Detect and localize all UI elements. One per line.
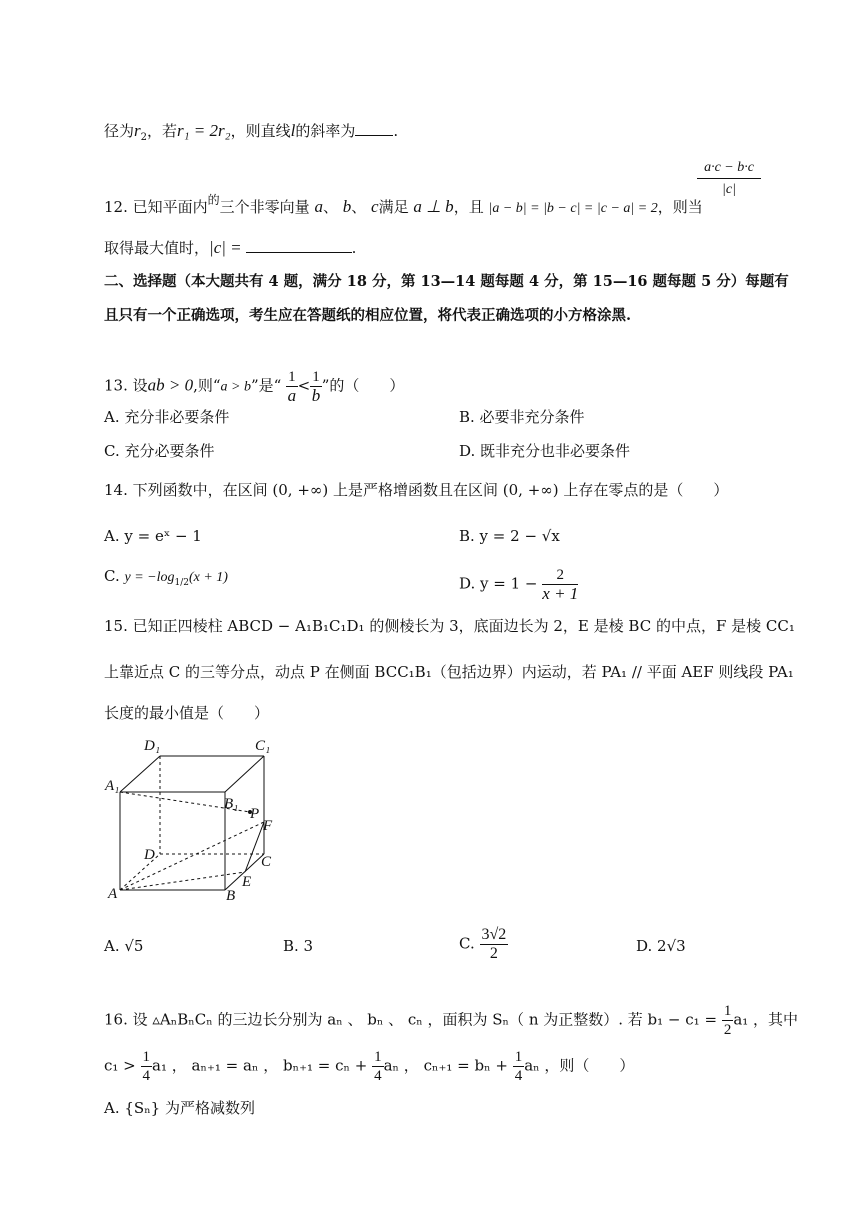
q13-frac2 <box>310 368 322 405</box>
q13-option-b[interactable]: B. 必要非充分条件 <box>459 408 585 426</box>
q12-frac-num: a·c − b·c <box>697 158 761 179</box>
q15-c-den: 2 <box>489 945 498 962</box>
q11-equation: r₁ = 2r₂ <box>177 121 231 140</box>
q12-period: . <box>351 239 357 257</box>
q16-frac-quarter-2 <box>372 1048 384 1085</box>
q15-option-d[interactable]: D. 2√3 <box>636 937 686 955</box>
q16-line2b: a₁ ， aₙ₊₁ = aₙ ， bₙ₊₁ = cₙ + <box>152 1056 368 1075</box>
q11-after: ，则直线 <box>230 122 291 140</box>
q16-frac-quarter-1 <box>141 1048 153 1085</box>
q16-q2-den: 4 <box>374 1068 382 1084</box>
label-c1: C₁ <box>255 738 271 754</box>
q15-line3: 长度的最小值是（ ） <box>104 704 270 722</box>
q12-frac-den: |c| <box>722 182 736 197</box>
q13-ab: a > b <box>220 379 251 395</box>
vec-a: a <box>314 197 323 216</box>
q16-line2a: c₁ > <box>104 1056 136 1075</box>
q12-text4: ，则当 <box>657 198 703 216</box>
q12-answer-blank <box>246 252 352 253</box>
vec-c: c <box>371 197 379 216</box>
q12-line2-text: 取得最大值时， <box>104 239 210 257</box>
q14-d-frac <box>542 566 578 603</box>
q16-frac-quarter-3 <box>513 1048 525 1085</box>
q15-c-num: 3√2 <box>481 926 507 943</box>
q16-q1-den: 4 <box>142 1068 151 1084</box>
q12-condition: |a − b| = |b − c| = |c − a| = 2 <box>488 201 658 216</box>
q15-line2: 上靠近点 C 的三等分点，动点 P 在侧面 BCC₁B₁（包括边界）内运动，若 PA₁ // 平面 AEF 则线段 PA₁ <box>104 663 794 681</box>
label-b: B <box>226 888 236 904</box>
q14-c-arg: (x + 1) <box>188 570 228 585</box>
label-f: F <box>263 818 273 834</box>
q16-line1 <box>104 1002 798 1039</box>
q14-option-d[interactable] <box>459 566 578 603</box>
label-b1: B₁ <box>224 796 239 812</box>
q13-cond: ab > 0 <box>147 375 194 395</box>
label-c: C <box>261 854 272 870</box>
q13-f2-num: 1 <box>312 369 320 385</box>
q11-answer-blank <box>355 135 393 136</box>
q15-line1: 15. 已知正四棱柱 ABCD − A₁B₁C₁D₁ 的侧棱长为 3，底面边长为 2，E 是棱 BC 的中点，F 是棱 CC₁ <box>104 617 795 635</box>
q13-t3: ”的（ ） <box>321 376 405 395</box>
q14-d-label: D. y = 1 − <box>459 574 538 593</box>
label-a1: A₁ <box>105 778 120 794</box>
q12-text3: ，且 <box>453 198 484 216</box>
q11-mid: ，若 <box>147 122 178 140</box>
q14-stem: 14. 下列函数中，在区间 (0, +∞) 上是严格增函数且在区间 (0, +∞) 上存在零点的是（ ） <box>104 481 729 499</box>
sep1: 、 <box>322 198 338 216</box>
section2-instructions: 且只有一个正确选项，考生应在答题纸的相应位置，将代表正确选项的小方格涂黑. <box>104 307 632 324</box>
q14-c-label: C. <box>104 567 120 585</box>
q15-option-b[interactable]: B. 3 <box>283 937 314 955</box>
q12-abs-c: |c| = <box>209 238 242 257</box>
q14-d-num: 2 <box>542 566 578 585</box>
label-p: P <box>250 806 260 822</box>
q12-text1: 三个非零向量 <box>219 198 310 216</box>
vec-b: b <box>342 197 352 216</box>
edge-b1c1 <box>225 756 264 792</box>
q16-q1-num: 1 <box>142 1049 151 1065</box>
q13-t2: ”是“ <box>251 376 282 395</box>
q14-d-den: x + 1 <box>542 584 579 603</box>
label-e: E <box>242 874 252 890</box>
q15-c-frac <box>480 926 509 963</box>
q14-option-c[interactable] <box>104 566 228 593</box>
q13-f1-num: 1 <box>288 369 296 385</box>
q13-f2-den: b <box>311 386 321 405</box>
q16-q3-num: 1 <box>514 1049 523 1065</box>
q11-end: 的斜率为 <box>295 122 356 140</box>
r2-symbol: r <box>134 121 141 140</box>
q13-lt: < <box>297 376 311 395</box>
line-l-symbol: l <box>290 121 296 140</box>
q11-period: . <box>393 122 399 140</box>
q13-f1-den: a <box>287 386 297 405</box>
q13-number: 13. 设 <box>104 376 148 395</box>
section2-heading: 二、选择题（本大题共有 4 题，满分 18 分，第 13—14 题每题 4 分，第 15—16 题每题 5 分）每题有 <box>104 273 789 290</box>
q14-c-expr: y = −log <box>124 570 175 585</box>
label-d1: D₁ <box>144 738 161 754</box>
q13-stem <box>104 368 404 405</box>
q13-option-d[interactable]: D. 既非充分也非必要条件 <box>459 442 631 460</box>
q14-option-a[interactable]: A. y = eˣ − 1 <box>104 527 202 545</box>
q16-option-a[interactable]: A. {Sₙ} 为严格减数列 <box>104 1099 255 1117</box>
q15-c-label: C. <box>459 934 475 953</box>
q16-half-den: 2 <box>723 1022 732 1038</box>
perp-condition: a ⊥ b <box>413 197 454 216</box>
q15-option-a[interactable]: A. √5 <box>104 937 144 955</box>
q12-de: 的 <box>207 193 220 207</box>
q13-option-a[interactable]: A. 充分非必要条件 <box>104 408 230 426</box>
prism-figure <box>100 732 290 907</box>
q16-q2-num: 1 <box>374 1049 382 1065</box>
q12-fraction <box>697 158 761 201</box>
q12-text2: 满足 <box>378 198 409 216</box>
q16-line1b: a₁ ，其中 <box>733 1010 799 1029</box>
q16-line2 <box>104 1048 634 1085</box>
q14-c-base: 1/2 <box>174 578 189 588</box>
q16-line2c: aₙ ， cₙ₊₁ = bₙ + <box>383 1056 508 1075</box>
q13-frac1 <box>286 368 298 405</box>
q13-option-c[interactable]: C. 充分必要条件 <box>104 442 215 460</box>
q12-number: 12. 已知平面内 <box>104 198 208 216</box>
q16-half-num: 1 <box>723 1003 732 1019</box>
q12-line1 <box>104 190 703 219</box>
label-d: D <box>144 847 155 863</box>
q16-line1a: 16. 设 ▵AₙBₙCₙ 的三边长分别为 aₙ 、 bₙ 、 cₙ ，面积为 Sₙ（ n 为正整数）. 若 b₁ − c₁ = <box>104 1010 718 1029</box>
edge-a1d1 <box>120 756 160 792</box>
q13-t1: ,则“ <box>193 376 221 395</box>
q15-option-c[interactable] <box>459 926 508 963</box>
q16-q3-den: 4 <box>514 1068 523 1084</box>
sep2: 、 <box>351 198 367 216</box>
q12-line2 <box>104 238 356 258</box>
q16-frac-half <box>722 1002 734 1039</box>
label-a: A <box>108 886 118 902</box>
q11-lead: 径为 <box>104 122 135 140</box>
q16-line2d: aₙ ，则（ ） <box>524 1056 635 1075</box>
q11-tail: 径为$r_2$，若r₁ = 2r₂，则直线l的斜率为 . <box>104 121 399 143</box>
q14-option-b[interactable]: B. y = 2 − √x <box>459 527 560 545</box>
